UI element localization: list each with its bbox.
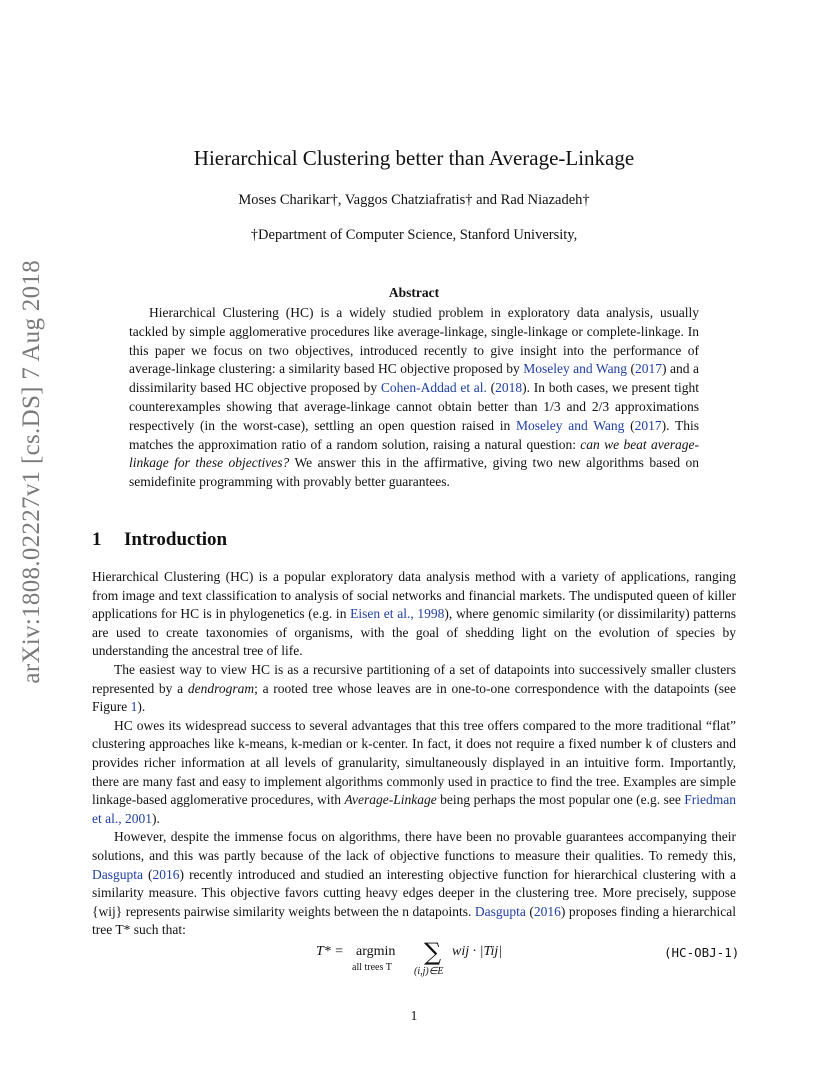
body-text: proposes finding a hierarchical tree T* such that: [92, 903, 736, 938]
abstract-body [129, 304, 699, 492]
body-text: Hierarchical Clustering (HC) is a popular exploratory data analysis method with a variety of applications, ranging from image and text classification to analysis of social networks and financial markets. The undisputed queen of killer applications for HC is in phylogenetics (e.g. in [92, 569, 736, 622]
citation-link[interactable]: Cohen-Addad et al. [380, 380, 487, 396]
summation-symbol: ∑ [424, 938, 442, 966]
abstract-italic-question: can we beat average-linkage for these objectives? [129, 436, 699, 471]
section-heading [92, 529, 227, 551]
abstract-text: . In both cases, we present tight counterexamples showing that average-linkage cannot obtain better than 1/3 and 2/3 approximations respectively (in the worst-case), settling an open question raised in [129, 380, 700, 433]
italic-term: dendrogram [187, 680, 255, 696]
italic-term: Average-Linkage [344, 792, 437, 808]
citation-year-link[interactable]: 2017 [635, 361, 663, 377]
abstract-paragraph: Hierarchical Clustering (HC) is a widely studied problem in exploratory data analysis, usually tackled by simple agglomerative procedures like average-linkage, single-linkage or complete-linkage. In this paper we focus on two objectives, introduced recently to give insight into the performance of average-linkage clustering: a similarity based HC objective proposed by Moseley and Wang (2017) and a dissimilarity based HC objective proposed by Cohen-Addad et al. (2018). In both cases, we present tight counterexamples showing that average-linkage cannot obtain better than 1/3 and 2/3 approximations respectively (in the worst-case), settling an open question raised in Moseley and Wang (2017). This matches the approximation ratio of a random solution, raising a natural question: can we beat average-linkage for these objectives? We answer this in the affirmative, giving two new algorithms based on semidefinite programming with provably better guarantees. [129, 305, 700, 490]
intro-body [92, 568, 736, 940]
paragraph [92, 568, 736, 661]
equation-tag: (HC-OBJ-1) [664, 945, 740, 960]
abstract-text: . This matches the approximation ratio of a random solution, raising a natural question: [129, 417, 699, 452]
arxiv-identifier: arXiv:1808.02227v1 [cs.DS] 7 Aug 2018 [18, 260, 45, 684]
paragraph [92, 661, 736, 717]
body-text: recently introduced and studied an interesting objective function for hierarchical clustering with a similarity measure. This objective favors cutting heavy edges deeper in the clustering tree. More precisely, suppose {wij} represents pairwise similarity weights between the n datapoints. [92, 866, 736, 919]
citation-link[interactable]: Friedman et al., 2001 [92, 792, 737, 826]
body-text: ). [152, 810, 160, 826]
section-number: 1 [92, 529, 102, 550]
body-text: HC owes its widespread success to several advantages that this tree offers compared to the more traditional “flat” clustering approaches like k-means, k-median or k-center. In fact, it does not require a fixed number k of clusters and provides richer information at all levels of granularity, simultaneously displayed in an intuitive form. Importantly, there are many fast and easy to implement algorithms commonly used in practice to find the tree. Examples are simple linkage-based agglomerative procedures, with [92, 717, 736, 808]
body-text: being perhaps the most popular one (e.g. see [436, 792, 685, 808]
paragraph [92, 717, 736, 829]
equation-operator: argmin [356, 944, 396, 959]
citation-link[interactable]: Dasgupta [92, 866, 143, 882]
equation-operator-subscript: all trees T [352, 962, 392, 973]
body-text: ; a rooted tree whose leaves are in one-to-one correspondence with the datapoints (see Figure [92, 680, 736, 715]
author-list: Moses Charikar†, Vaggos Chatziafratis† and Rad Niazadeh† [238, 192, 590, 208]
citation-link[interactable]: Moseley and Wang [515, 417, 625, 433]
section-title: Introduction [124, 529, 228, 550]
summation-subscript: (i,j)∈E [414, 966, 444, 977]
paragraph: However, despite the immense focus on algorithms, there have been no provable guarantees accompanying their solutions, and this was partly because of the lack of objective functions to measure their qualities. To remedy this, Dasgupta (2016) recently introduced and studied an interesting objective function for hierarchical clustering with a similarity measure. This objective favors cutting heavy edges deeper in the clustering tree. More precisely, suppose {wij} represents pairwise similarity weights between the n datapoints. Dasgupta (2016) proposes finding a hierarchical tree T* such that: [92, 829, 736, 938]
citation-link[interactable]: Moseley and Wang [523, 361, 628, 377]
equation-term: wij · |Tij| [452, 944, 503, 959]
page-number: 1 [410, 1008, 418, 1023]
body-text: The easiest way to view HC is as a recursive partitioning of a set of datapoints into successively smaller clusters represented by a [92, 661, 736, 696]
body-text: However, despite the immense focus on algorithms, there have been no provable guarantees accompanying their solutions, and this was partly because of the lack of objective functions to measure their qualities. To remedy this, [92, 829, 736, 863]
body-text: ), where genomic similarity (or dissimilarity) patterns are used to create taxonomies of organisms, with the goal of shedding light on the evolution of species by understanding the ancestral tree of life. [92, 606, 737, 659]
citation-link[interactable]: Dasgupta [474, 903, 526, 919]
abstract-text: Hierarchical Clustering (HC) is a widely studied problem in exploratory data analysis, usually tackled by simple agglomerative procedures like average-linkage, single-linkage or complete-linkage. In this paper we focus on two objectives, introduced recently to give insight into the performance of average-linkage clustering: a similarity based HC objective proposed by [129, 305, 699, 377]
citation-link[interactable]: Eisen et al., 1998 [350, 606, 445, 622]
abstract-text: We answer this in the affirmative, giving two new algorithms based on semidefinite programming with provably better guarantees. [129, 455, 700, 490]
citation-year-link[interactable]: 2016 [533, 903, 561, 919]
abstract-text: and a dissimilarity based HC objective proposed by [129, 361, 699, 396]
citation-year-link[interactable]: 2018 [495, 380, 523, 396]
paper-title: Hierarchical Clustering better than Average-Linkage [193, 146, 635, 170]
equation-hc-obj-1 [0, 940, 828, 980]
equation-lhs: T* = [316, 944, 344, 959]
citation-year-link[interactable]: 2017 [634, 417, 662, 433]
affiliation: †Department of Computer Science, Stanford University, [250, 227, 578, 243]
abstract-heading: Abstract [388, 285, 440, 300]
citation-year-link[interactable]: 2016 [152, 866, 180, 882]
body-text: ). [137, 699, 146, 715]
figure-link[interactable]: 1 [130, 699, 138, 715]
